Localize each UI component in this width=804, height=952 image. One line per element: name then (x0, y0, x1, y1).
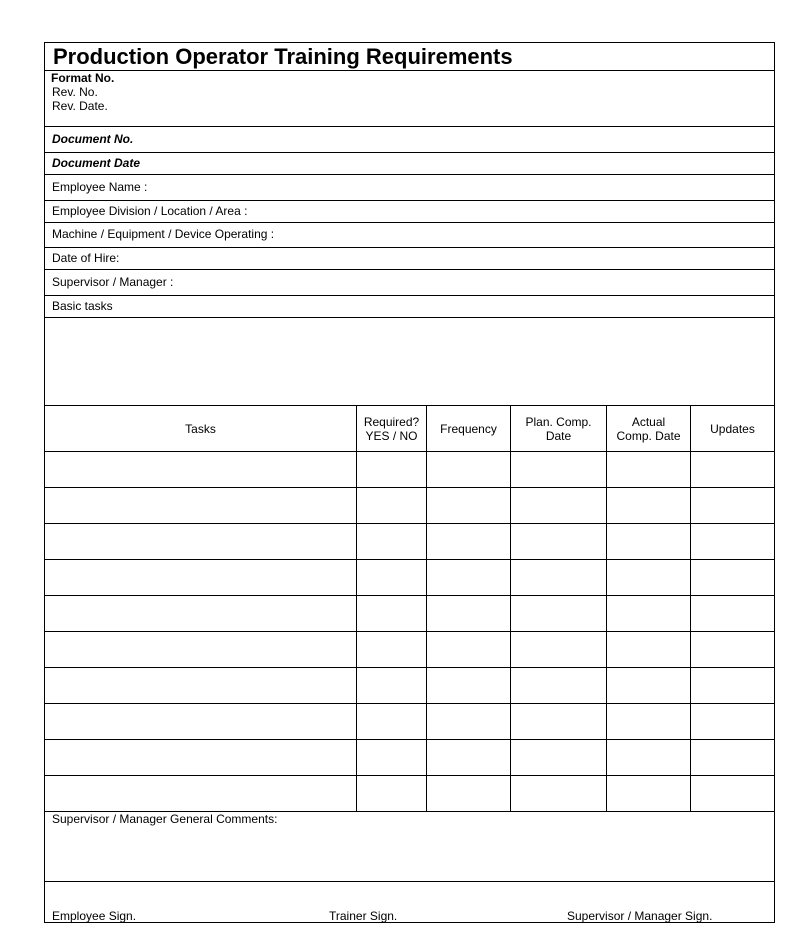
updates-cell[interactable] (691, 488, 774, 523)
supervisor-label: Supervisor / Manager : (52, 275, 174, 289)
required-cell[interactable] (357, 488, 427, 523)
table-row (45, 488, 774, 524)
required-cell[interactable] (357, 452, 427, 487)
task-cell[interactable] (45, 776, 357, 811)
plan-date-cell[interactable] (511, 740, 607, 775)
comments-area[interactable] (45, 812, 774, 882)
document-no-label: Document No. (52, 132, 134, 146)
plan-header-line1: Plan. Comp. (525, 415, 592, 429)
required-cell[interactable] (357, 704, 427, 739)
actual-date-cell[interactable] (607, 560, 691, 595)
frequency-cell[interactable] (427, 452, 511, 487)
task-cell[interactable] (45, 524, 357, 559)
actual-date-cell[interactable] (607, 488, 691, 523)
date-of-hire-label: Date of Hire: (52, 251, 120, 265)
frequency-cell[interactable] (427, 524, 511, 559)
task-cell[interactable] (45, 740, 357, 775)
actual-date-cell[interactable] (607, 596, 691, 631)
plan-date-cell[interactable] (511, 632, 607, 667)
date-of-hire-row[interactable] (45, 248, 774, 270)
table-row (45, 776, 774, 812)
actual-date-cell[interactable] (607, 740, 691, 775)
required-cell[interactable] (357, 632, 427, 667)
division-row[interactable] (45, 201, 774, 223)
updates-cell[interactable] (691, 776, 774, 811)
table-row (45, 740, 774, 776)
actual-comp-date-header (607, 406, 691, 452)
updates-cell[interactable] (691, 596, 774, 631)
updates-cell[interactable] (691, 668, 774, 703)
plan-date-cell[interactable] (511, 668, 607, 703)
rev-no-label: Rev. No. (52, 85, 98, 99)
training-form (44, 42, 775, 923)
machine-label: Machine / Equipment / Device Operating : (52, 227, 275, 241)
plan-comp-date-header (511, 406, 607, 452)
plan-date-cell[interactable] (511, 452, 607, 487)
plan-date-cell[interactable] (511, 524, 607, 559)
required-header (357, 406, 427, 452)
frequency-cell[interactable] (427, 596, 511, 631)
trainer-sign-label[interactable]: Trainer Sign. (329, 909, 398, 923)
required-cell[interactable] (357, 560, 427, 595)
actual-date-cell[interactable] (607, 632, 691, 667)
table-row (45, 524, 774, 560)
actual-date-cell[interactable] (607, 668, 691, 703)
table-row (45, 632, 774, 668)
employee-name-label: Employee Name : (52, 180, 148, 194)
frequency-cell[interactable] (427, 704, 511, 739)
comments-label: Supervisor / Manager General Comments: (52, 812, 278, 826)
frequency-header-label: Frequency (440, 422, 497, 436)
actual-header-line1: Actual (631, 415, 666, 429)
updates-cell[interactable] (691, 524, 774, 559)
signature-row (45, 882, 774, 923)
machine-row[interactable] (45, 223, 774, 248)
updates-cell[interactable] (691, 452, 774, 487)
supervisor-row[interactable] (45, 270, 774, 296)
tasks-header-label: Tasks (185, 422, 216, 436)
required-header-line1: Required? (363, 415, 420, 429)
frequency-cell[interactable] (427, 740, 511, 775)
document-no-row[interactable] (45, 127, 774, 153)
table-row (45, 452, 774, 488)
plan-date-cell[interactable] (511, 488, 607, 523)
form-title-row (45, 43, 774, 71)
required-cell[interactable] (357, 524, 427, 559)
document-date-row[interactable] (45, 153, 774, 175)
updates-header-label: Updates (710, 422, 755, 436)
updates-cell[interactable] (691, 560, 774, 595)
form-title: Production Operator Training Requirements (53, 44, 513, 69)
employee-name-row[interactable] (45, 175, 774, 201)
basic-tasks-area[interactable] (45, 318, 774, 406)
table-row (45, 560, 774, 596)
table-row (45, 596, 774, 632)
actual-date-cell[interactable] (607, 524, 691, 559)
document-date-label: Document Date (52, 156, 141, 170)
plan-date-cell[interactable] (511, 776, 607, 811)
rev-date-label: Rev. Date. (52, 99, 108, 113)
required-cell[interactable] (357, 596, 427, 631)
required-cell[interactable] (357, 740, 427, 775)
task-cell[interactable] (45, 560, 357, 595)
format-no-label: Format No. (51, 71, 115, 85)
table-row (45, 704, 774, 740)
actual-date-cell[interactable] (607, 776, 691, 811)
format-block (45, 71, 774, 127)
tasks-table-header (45, 406, 774, 452)
actual-header-line2: Comp. Date (616, 429, 681, 443)
basic-tasks-label: Basic tasks (52, 299, 113, 313)
tasks-header (45, 406, 357, 452)
plan-date-cell[interactable] (511, 704, 607, 739)
actual-date-cell[interactable] (607, 704, 691, 739)
plan-date-cell[interactable] (511, 596, 607, 631)
division-label: Employee Division / Location / Area : (52, 204, 248, 218)
task-cell[interactable] (45, 632, 357, 667)
frequency-cell[interactable] (427, 488, 511, 523)
task-cell[interactable] (45, 668, 357, 703)
plan-header-line2: Date (545, 429, 572, 443)
supervisor-sign-label[interactable]: Supervisor / Manager Sign. (567, 909, 713, 923)
updates-cell[interactable] (691, 632, 774, 667)
required-cell[interactable] (357, 776, 427, 811)
frequency-cell[interactable] (427, 668, 511, 703)
plan-date-cell[interactable] (511, 560, 607, 595)
basic-tasks-row (45, 296, 774, 318)
updates-cell[interactable] (691, 740, 774, 775)
table-row (45, 668, 774, 704)
task-cell[interactable] (45, 704, 357, 739)
task-cell[interactable] (45, 596, 357, 631)
updates-header (691, 406, 774, 452)
frequency-cell[interactable] (427, 560, 511, 595)
frequency-header (427, 406, 511, 452)
frequency-cell[interactable] (427, 776, 511, 811)
frequency-cell[interactable] (427, 632, 511, 667)
required-cell[interactable] (357, 668, 427, 703)
task-cell[interactable] (45, 452, 357, 487)
actual-date-cell[interactable] (607, 452, 691, 487)
updates-cell[interactable] (691, 704, 774, 739)
required-header-line2: YES / NO (365, 429, 418, 443)
employee-sign-label[interactable]: Employee Sign. (52, 909, 137, 923)
task-cell[interactable] (45, 488, 357, 523)
